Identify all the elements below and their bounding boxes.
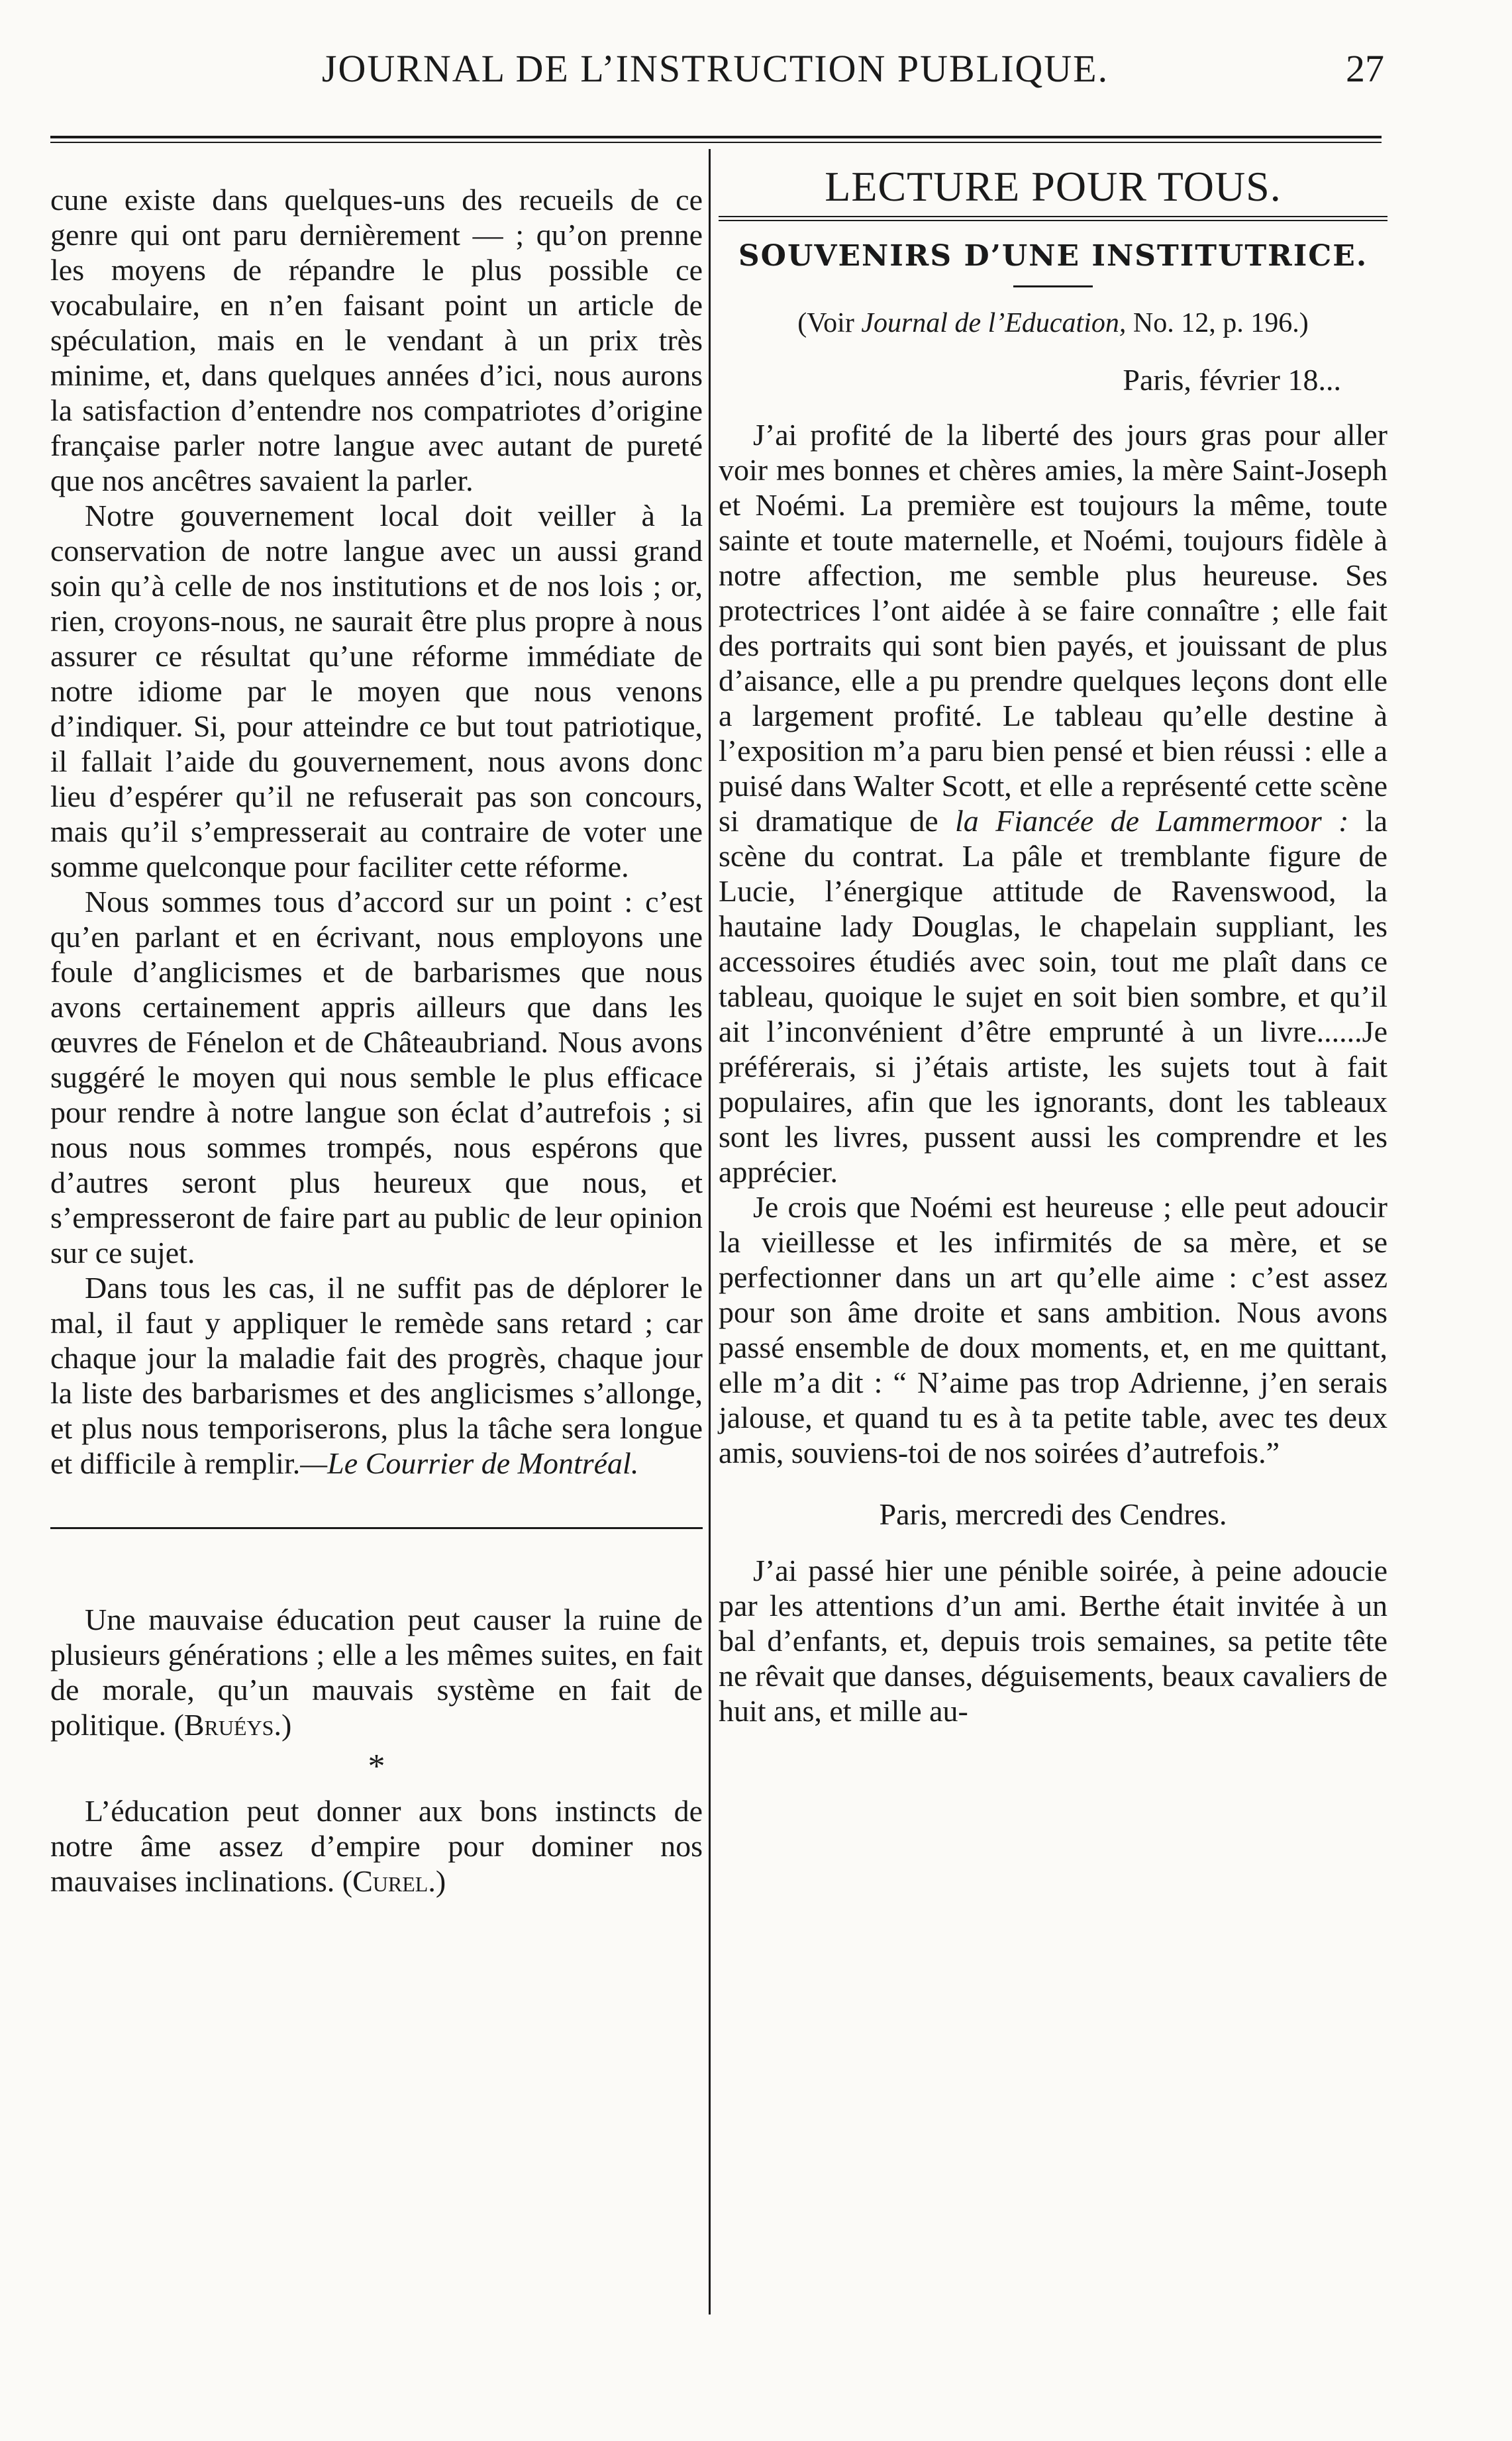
quote-curel [50,1793,703,1899]
title-short-rule [1013,285,1093,287]
paragraph-with-source [50,1270,703,1481]
quote-bruyes [50,1602,703,1742]
paragraph-text: la scène du contrat. La pâle et tremblante figure de Lucie, l’énergique attitude de Ravenswood, la hautaine lady Douglas, le chapelain suppliant, les accessoires étudiés avec soin, tout me plaît dans ce tableau, quoique le sujet en soit bien sombre, et qu’il ait l’inconvénient d’être emprunté à un livre......Je préférerais, si j’étais artiste, les sujets tout à fait populaires, afin que les ignorants, dont les tableaux sont les livres, pussent aussi les comprendre et les apprécier. [719,804,1387,1189]
asterisk-divider: * [368,1748,385,1785]
quotes-block [50,1602,703,1899]
quote-author: (Curel.) [342,1864,446,1898]
quote-text: L’éducation peut donner aux bons instincts de notre âme assez d’empire pour dominer nos mauvaises inclinations. [50,1794,703,1898]
paragraph: cune existe dans quelques-uns des recueils de ce genre qui ont paru dernièrement — ; qu’on prenne les moyens de répandre le plus possible ce vocabulaire, en n’en faisant point un article de spéculation, mais en le vendant à un prix très minime, et, dans quelques années d’ici, nous aurons la satisfaction d’entendre nos compatriotes d’origine française parler notre langue avec autant de pureté que nos ancêtres savaient la parler. [50,183,703,497]
book-title: la Fiancée de Lammermoor : [955,804,1349,838]
header-rule-top [50,136,1382,138]
reference-journal: Journal de l’Education, [861,308,1127,338]
paragraph: Je crois que Noémi est heureuse ; elle peut adoucir la vieillesse et les infirmités de sa mère, et se perfectionner dans un art qu’elle aime : c’est assez pour son âme droite et sans ambition. Nous avons passé ensemble de doux moments, et, en me quittant, elle m’a dit : “ N’aime pas trop Adrienne, j’en serais jalouse, et quand tu es à ta petite table, avec tes deux amis, souviens-toi de nos soirées d’autrefois.” [719,1190,1387,1470]
running-head [46,46,1384,106]
column-divider [709,149,711,2315]
dateline: Paris, mercredi des Cendres. [879,1497,1227,1531]
section-title-rule [719,216,1387,217]
header-rule-bottom [50,142,1382,143]
paragraph [719,417,1387,1189]
section-title-rule-2 [719,220,1387,221]
right-column [719,163,1387,1728]
dateline: Paris, février 18... [1123,363,1341,397]
left-column [50,182,703,1899]
reference-line [719,306,1387,341]
article-title: SOUVENIRS D’UNE INSTITUTRICE. [738,239,1368,273]
paragraph: Notre gouvernement local doit veiller à la conservation de notre langue avec un aussi grand soin qu’à celle de nos institutions et de nos lois ; or, rien, croyons-nous, ne saurait être plus propre à nous assurer ce résultat qu’une réforme immédiate de notre idiome par le moyen que nous venons d’indiquer. Si, pour atteindre ce but tout patriotique, il fallait l’aide du gouvernement, nous avons donc lieu d’espérer qu’il ne refuserait pas son concours, mais qu’il s’empresserait au contraire de voter une somme quelconque pour faciliter cette réforme. [50,499,703,883]
quote-author: (Bruéys.) [174,1708,292,1742]
section-title: LECTURE POUR TOUS. [825,163,1282,210]
paragraph: J’ai passé hier une pénible soirée, à peine adoucie par les attentions d’un ami. Berthe était invitée à un bal d’enfants, et, depuis trois semaines, sa petite tête ne rêvait que danses, déguisements, beaux cavaliers de huit ans, et mille au- [719,1554,1387,1728]
reference-suffix: No. 12, p. 196.) [1126,308,1309,338]
paragraph-text: Dans tous les cas, il ne suffit pas de déplorer le mal, il faut y appliquer le remède sans retard ; car chaque jour la maladie fait des progrès, chaque jour la liste des barbarismes et des anglicismes s’allonge, et plus nous temporiserons, plus la tâche sera longue et difficile à remplir. [50,1271,703,1480]
paragraph: Nous sommes tous d’accord sur un point : c’est qu’en parlant et en écrivant, nous employons une foule d’anglicismes et de barbarismes que nous avons certainement appris ailleurs que dans les œuvres de Fénelon et de Châteaubriand. Nous avons suggéré le moyen qui nous semble le plus efficace pour rendre à notre langue son éclat d’autrefois ; si nous nous sommes trompés, nous espérons que d’autres seront plus heureux que nous, et s’empresseront de faire part au public de leur opinion sur ce sujet. [50,885,703,1270]
quote-text: Une mauvaise éducation peut causer la ruine de plusieurs générations ; elle a les mêmes suites, en fait de morale, qu’un mauvais système en fait de politique. [50,1603,703,1742]
page-number: 27 [1346,47,1384,90]
section-separator [50,1527,703,1529]
reference-prefix: (Voir [797,308,862,338]
source-credit: —Le Courrier de Montréal. [300,1446,639,1480]
paragraph-text: J’ai profité de la liberté des jours gras pour aller voir mes bonnes et chères amies, la mère Saint-Joseph et Noémi. La première est toujours la même, toute sainte et toute maternelle, et Noémi, toujours fidèle à notre affection, me semble plus heureuse. Ses protectrices l’ont aidée à se faire connaître ; elle fait des portraits qui sont bien payés, et jouissant de plus d’aisance, elle a pu prendre quelques leçons dont elle a largement profité. Le tableau qu’elle destine à l’exposition m’a paru bien pensé et bien réussi : elle a puisé dans Walter Scott, et elle a représenté cette scène si dramatique de [719,418,1387,838]
journal-title: JOURNAL DE L’INSTRUCTION PUBLIQUE. [321,47,1109,90]
